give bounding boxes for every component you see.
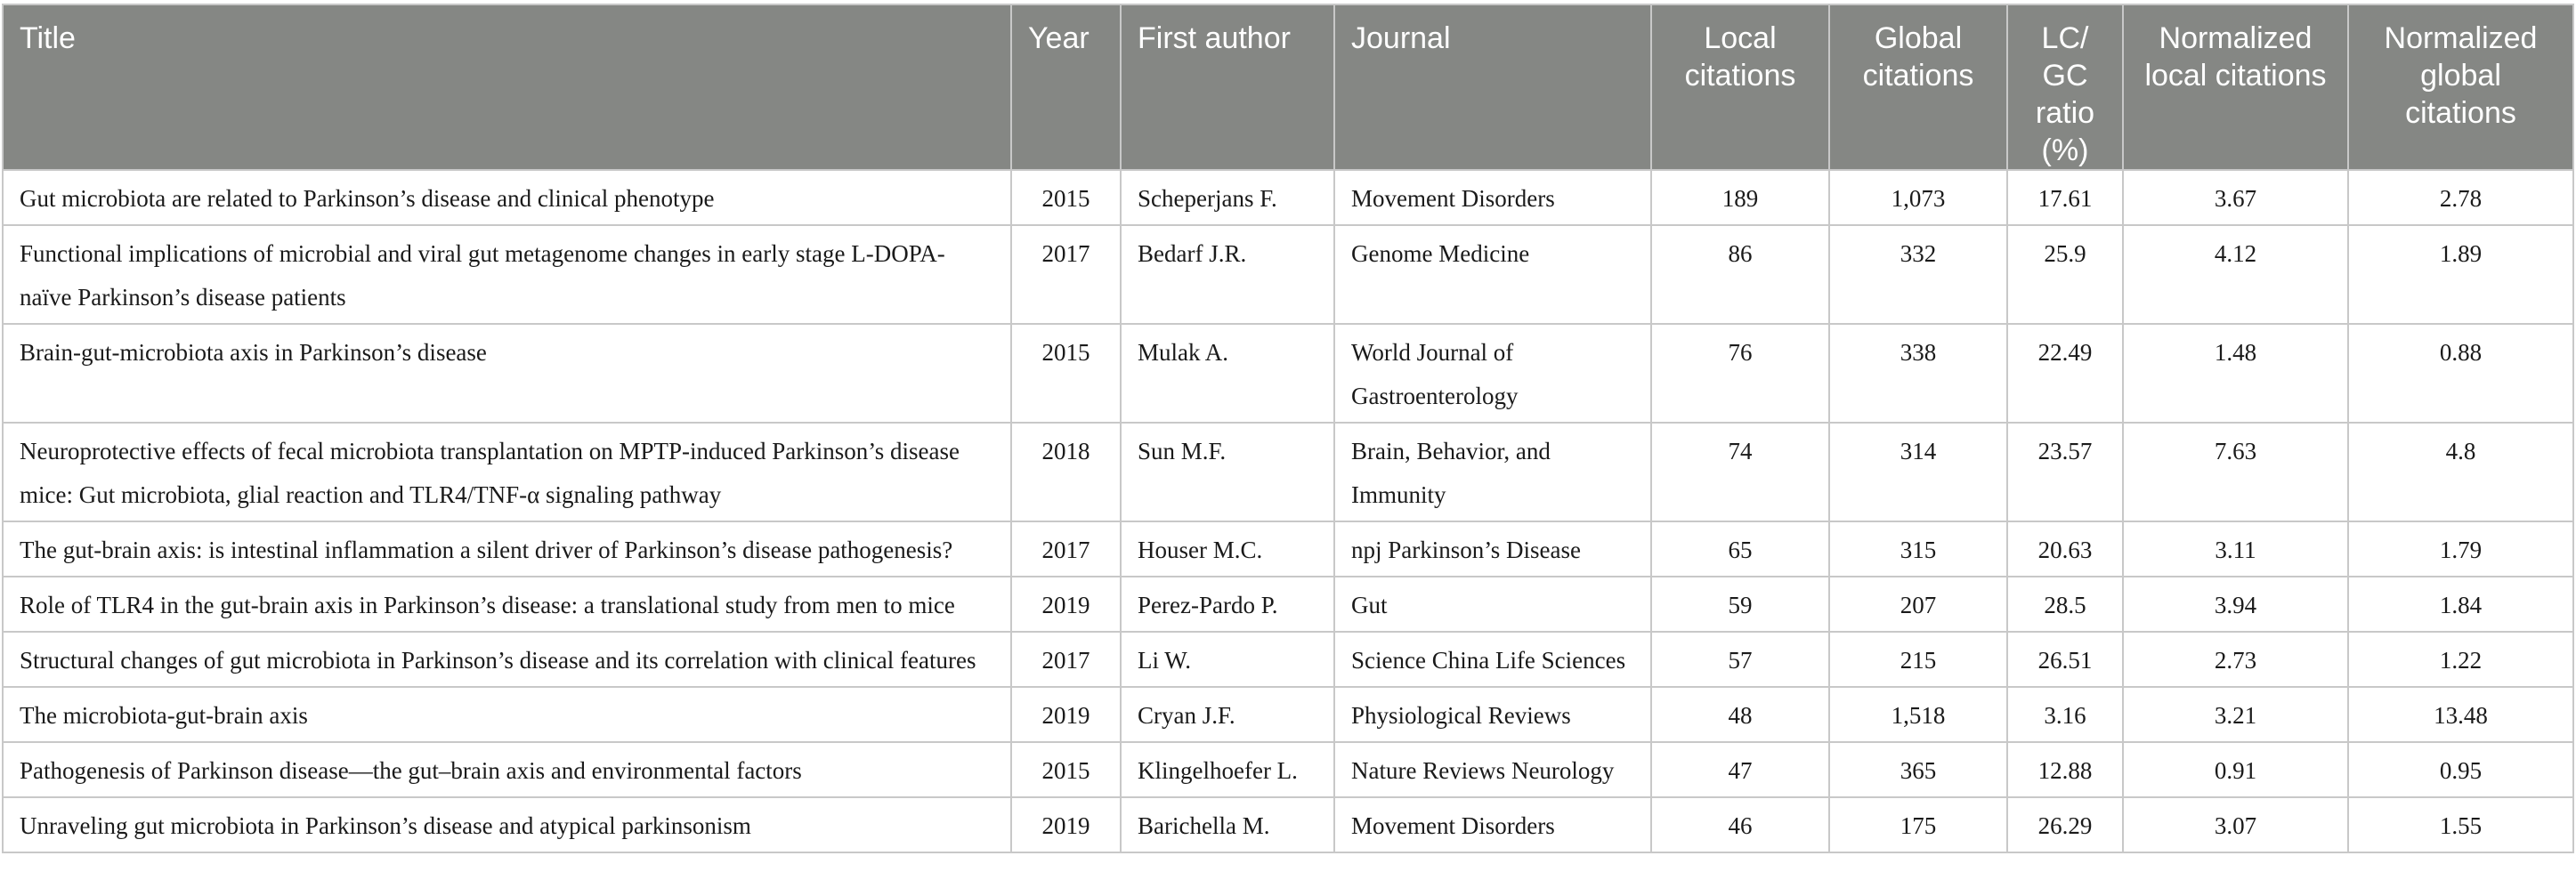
- cell-first-author: Li W.: [1121, 632, 1334, 687]
- cell-first-author: Cryan J.F.: [1121, 687, 1334, 742]
- cell-first-author: Barichella M.: [1121, 797, 1334, 852]
- cell-first-author: Perez-Pardo P.: [1121, 577, 1334, 632]
- cell-normalized-local: 1.48: [2123, 324, 2348, 423]
- cell-lc-gc-ratio: 12.88: [2007, 742, 2123, 797]
- table-row: [3, 687, 2573, 742]
- header-title: Title: [3, 4, 1011, 170]
- cell-first-author: Bedarf J.R.: [1121, 225, 1334, 324]
- cell-normalized-local: 2.73: [2123, 632, 2348, 687]
- header-first-author: First author: [1121, 4, 1334, 170]
- cell-lc-gc-ratio: 26.29: [2007, 797, 2123, 852]
- cell-journal: Genome Medicine: [1334, 225, 1651, 324]
- cell-normalized-global: 1.79: [2348, 521, 2573, 577]
- table-row: [3, 797, 2573, 852]
- table-row: [3, 423, 2573, 521]
- cell-global-citations: 315: [1829, 521, 2007, 577]
- cell-title: The microbiota-gut-brain axis: [3, 687, 1011, 742]
- cell-local-citations: 59: [1651, 577, 1829, 632]
- cell-year: 2017: [1011, 225, 1121, 324]
- cell-lc-gc-ratio: 22.49: [2007, 324, 2123, 423]
- cell-journal: Science China Life Sciences: [1334, 632, 1651, 687]
- cell-first-author: Klingelhoefer L.: [1121, 742, 1334, 797]
- table-row: [3, 225, 2573, 324]
- cell-journal: Nature Reviews Neurology: [1334, 742, 1651, 797]
- table-row: [3, 324, 2573, 423]
- cell-normalized-global: 4.8: [2348, 423, 2573, 521]
- cell-first-author: Sun M.F.: [1121, 423, 1334, 521]
- cell-title: Neuroprotective effects of fecal microbiota transplantation on MPTP-induced Parkinson’s disease mice: Gut microbiota, glial reaction and TLR4/TNF-α signaling pathway: [3, 423, 1011, 521]
- cell-lc-gc-ratio: 25.9: [2007, 225, 2123, 324]
- table-row: [3, 742, 2573, 797]
- cell-year: 2019: [1011, 687, 1121, 742]
- cell-year: 2019: [1011, 797, 1121, 852]
- cell-normalized-global: 1.22: [2348, 632, 2573, 687]
- cell-lc-gc-ratio: 28.5: [2007, 577, 2123, 632]
- cell-title: Gut microbiota are related to Parkinson’s disease and clinical phenotype: [3, 170, 1011, 225]
- header-normalized-global: Normalized global citations: [2348, 4, 2573, 170]
- table-row: [3, 170, 2573, 225]
- cell-lc-gc-ratio: 26.51: [2007, 632, 2123, 687]
- cell-global-citations: 338: [1829, 324, 2007, 423]
- table-row: [3, 521, 2573, 577]
- cell-journal: Gut: [1334, 577, 1651, 632]
- cell-global-citations: 314: [1829, 423, 2007, 521]
- cell-normalized-global: 1.55: [2348, 797, 2573, 852]
- cell-global-citations: 332: [1829, 225, 2007, 324]
- table-row: [3, 632, 2573, 687]
- cell-normalized-global: 1.84: [2348, 577, 2573, 632]
- cell-normalized-local: 3.67: [2123, 170, 2348, 225]
- table-row: [3, 577, 2573, 632]
- cell-journal: Movement Disorders: [1334, 170, 1651, 225]
- cell-lc-gc-ratio: 23.57: [2007, 423, 2123, 521]
- cell-journal: Physiological Reviews: [1334, 687, 1651, 742]
- cell-title: Unraveling gut microbiota in Parkinson’s disease and atypical parkinsonism: [3, 797, 1011, 852]
- cell-normalized-global: 13.48: [2348, 687, 2573, 742]
- cell-normalized-local: 3.07: [2123, 797, 2348, 852]
- cell-normalized-local: 3.11: [2123, 521, 2348, 577]
- header-local-citations: Local citations: [1651, 4, 1829, 170]
- citations-table: [2, 4, 2574, 853]
- cell-year: 2017: [1011, 521, 1121, 577]
- cell-normalized-local: 0.91: [2123, 742, 2348, 797]
- cell-global-citations: 207: [1829, 577, 2007, 632]
- header-global-citations: Global citations: [1829, 4, 2007, 170]
- header-row: [3, 4, 2573, 170]
- cell-local-citations: 189: [1651, 170, 1829, 225]
- cell-local-citations: 47: [1651, 742, 1829, 797]
- cell-title: Role of TLR4 in the gut-brain axis in Parkinson’s disease: a translational study from men to mice: [3, 577, 1011, 632]
- cell-normalized-local: 3.21: [2123, 687, 2348, 742]
- cell-title: The gut-brain axis: is intestinal inflammation a silent driver of Parkinson’s disease pathogenesis?: [3, 521, 1011, 577]
- cell-year: 2015: [1011, 742, 1121, 797]
- cell-year: 2017: [1011, 632, 1121, 687]
- cell-local-citations: 46: [1651, 797, 1829, 852]
- cell-title: Functional implications of microbial and viral gut metagenome changes in early stage L-DOPA-naïve Parkinson’s disease patients: [3, 225, 1011, 324]
- cell-title: Structural changes of gut microbiota in Parkinson’s disease and its correlation with clinical features: [3, 632, 1011, 687]
- cell-first-author: Scheperjans F.: [1121, 170, 1334, 225]
- cell-global-citations: 365: [1829, 742, 2007, 797]
- cell-normalized-local: 4.12: [2123, 225, 2348, 324]
- cell-journal: World Journal of Gastroenterology: [1334, 324, 1651, 423]
- cell-year: 2015: [1011, 170, 1121, 225]
- cell-title: Brain-gut-microbiota axis in Parkinson’s disease: [3, 324, 1011, 423]
- cell-lc-gc-ratio: 17.61: [2007, 170, 2123, 225]
- cell-normalized-global: 2.78: [2348, 170, 2573, 225]
- cell-normalized-global: 0.88: [2348, 324, 2573, 423]
- cell-journal: Movement Disorders: [1334, 797, 1651, 852]
- cell-local-citations: 86: [1651, 225, 1829, 324]
- cell-local-citations: 76: [1651, 324, 1829, 423]
- cell-journal: npj Parkinson’s Disease: [1334, 521, 1651, 577]
- cell-local-citations: 65: [1651, 521, 1829, 577]
- header-normalized-local: Normalized local citations: [2123, 4, 2348, 170]
- cell-year: 2018: [1011, 423, 1121, 521]
- cell-global-citations: 215: [1829, 632, 2007, 687]
- cell-global-citations: 1,073: [1829, 170, 2007, 225]
- cell-local-citations: 74: [1651, 423, 1829, 521]
- cell-journal: Brain, Behavior, and Immunity: [1334, 423, 1651, 521]
- header-journal: Journal: [1334, 4, 1651, 170]
- cell-title: Pathogenesis of Parkinson disease—the gut–brain axis and environmental factors: [3, 742, 1011, 797]
- cell-lc-gc-ratio: 20.63: [2007, 521, 2123, 577]
- cell-first-author: Mulak A.: [1121, 324, 1334, 423]
- cell-lc-gc-ratio: 3.16: [2007, 687, 2123, 742]
- cell-normalized-global: 1.89: [2348, 225, 2573, 324]
- cell-normalized-global: 0.95: [2348, 742, 2573, 797]
- header-lc-gc-ratio: LC/ GC ratio (%): [2007, 4, 2123, 170]
- cell-local-citations: 57: [1651, 632, 1829, 687]
- cell-normalized-local: 7.63: [2123, 423, 2348, 521]
- cell-global-citations: 1,518: [1829, 687, 2007, 742]
- cell-year: 2015: [1011, 324, 1121, 423]
- cell-local-citations: 48: [1651, 687, 1829, 742]
- cell-year: 2019: [1011, 577, 1121, 632]
- cell-first-author: Houser M.C.: [1121, 521, 1334, 577]
- cell-global-citations: 175: [1829, 797, 2007, 852]
- cell-normalized-local: 3.94: [2123, 577, 2348, 632]
- header-year: Year: [1011, 4, 1121, 170]
